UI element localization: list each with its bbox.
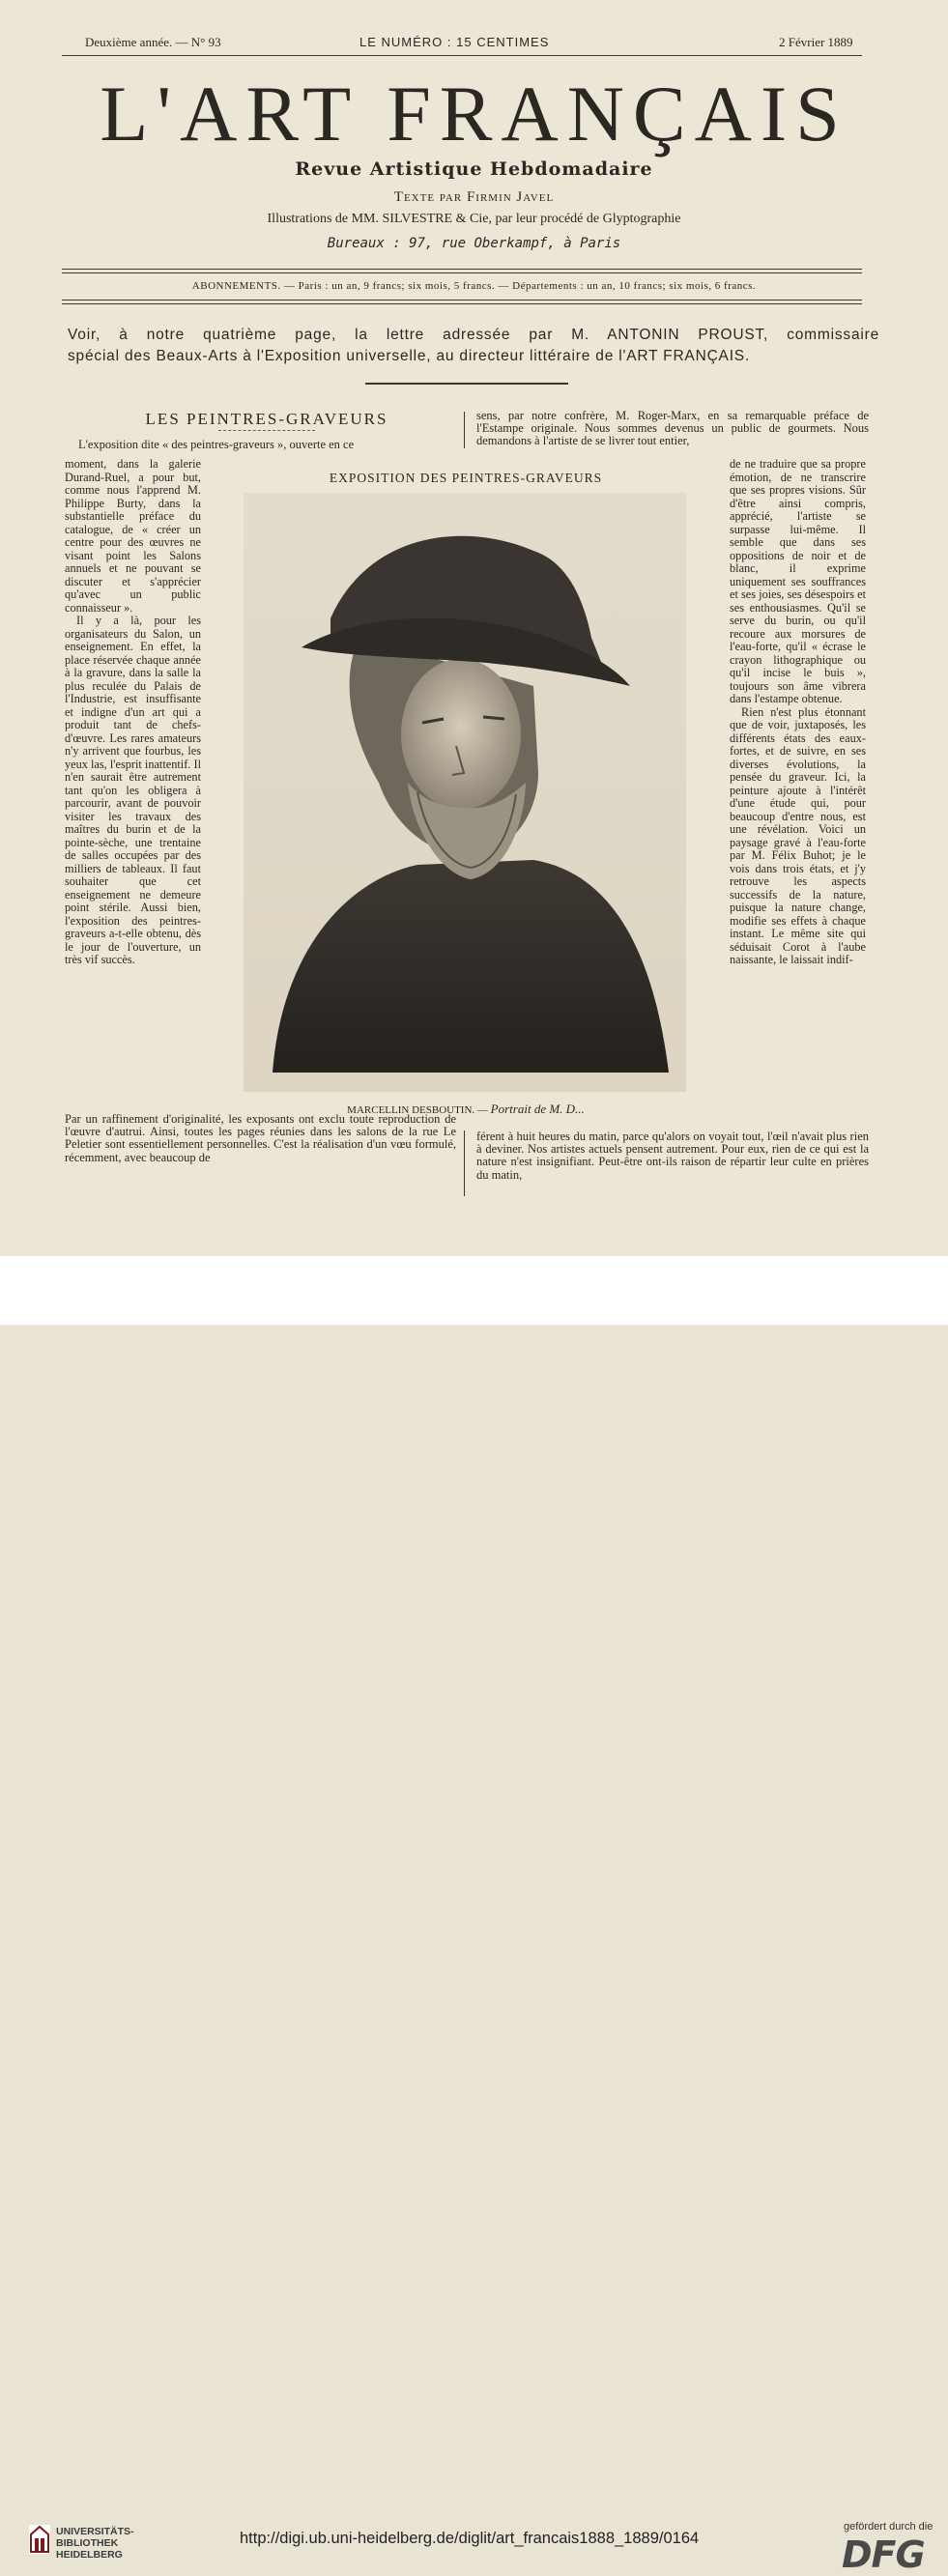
header-rule: [62, 55, 862, 56]
notice-line-1: Voir, à notre quatrième page, la lettre adressée par M. ANTONIN PROUST, commissaire: [68, 327, 879, 343]
left-bottom-paragraph: Par un raffinement d'originalité, les exposants ont exclu toute reproduction de l'œuvre d'autrui. Ainsi, toutes les pages réunies dans les salons de la rue Le Peletier sont essentiellement personnelles. C'est la réalisation d'un vœu formulé, récemment, avec beaucoup de: [65, 1112, 456, 1164]
notice-text: [68, 325, 879, 367]
section-divider: [365, 383, 568, 385]
column-rule-top: [464, 412, 465, 448]
masthead-illustrations: Illustrations de MM. SILVESTRE & Cie, par leur procédé de Glyptographie: [267, 212, 681, 226]
issue-number: Deuxième année. — N° 93: [85, 35, 221, 49]
heading-ornament: [218, 430, 315, 431]
intro-line: L'exposition dite « des peintres-graveurs », ouverte en ce: [78, 438, 355, 451]
portrait-illustration: [244, 493, 686, 1092]
right-paragraph-2: Rien n'est plus étonnant que de voir, juxtaposés, les différents états des eaux-fortes, et de suivre, en ses diverses évolutions, la pensée du graveur. Ici, la peinture ajoute à l'intérêt d'une étude qui, pour beaucoup d'entre nous, est une révélation. Voici un paysage gravé à l'eau-forte par M. Félix Buhot; je le vois dans trois états, et j'y retrouve les aspects successifs de la nature, puisque la nature change, modifie ses effets à chaque instant. Le même site qui séduisait Corot à l'aube naissante, le laissait indif-: [730, 704, 866, 966]
masthead-title: L'ART FRANÇAIS: [100, 70, 848, 157]
rule-bottom-1: [62, 300, 862, 301]
left-narrow-column: [65, 458, 201, 967]
library-logo-icon: [29, 2525, 50, 2554]
illustration-caption: [244, 1102, 688, 1117]
issue-price: LE NUMÉRO : 15 CENTIMES: [359, 35, 550, 49]
dfg-logo: DFG: [842, 2533, 925, 2576]
left-paragraph-2: Il y a là, pour les organisateurs du Salon, un enseignement. En effet, la place réservée chaque année à la gravure, dans la salle la plus reculée du Palais de l'Industrie, est insuffisante et indigne d'un art qui a produit tant de chefs-d'œuvre. Les rares amateurs n'y arrivent que fourbus, les yeux las, l'esprit inattentif. Il n'en saurait être autrement tant qu'on les obligera à parcourir, avant de pouvoir visiter les travaux des maîtres du burin et de la pointe-sèche, une trentaine de salles occupées par des milliers de tableaux. Il faut souhaiter que cet enseignement ne demeure point stérile. Aussi bien, l'exposition des peintres-graveurs a-t-elle obtenu, dès le jour de l'ouverture, un très vif succès.: [65, 614, 201, 966]
notice-line-2: spécial des Beaux-Arts à l'Exposition universelle, au directeur littéraire de l'ART FRANÇAIS.: [68, 348, 751, 364]
masthead-texte: Texte par Firmin Javel: [393, 189, 555, 205]
rule-bottom-2: [62, 303, 862, 304]
caption-separator: —: [476, 1104, 488, 1116]
right-bottom-paragraph: férent à huit heures du matin, parce qu'alors on voyait tout, l'œil n'avait plus rien à deviner. Nos artistes actuels pensent autrement. Pour eux, rien de ce qui est la nature n'est insignifiant. Peut-être ont-ils raison de répartir leur culte en prières du matin,: [476, 1130, 869, 1182]
column-rule-bottom: [464, 1131, 465, 1196]
masthead-subtitle: Revue Artistique Hebdomadaire: [295, 158, 653, 180]
portrait-engraving: [244, 493, 686, 1092]
article-heading: LES PEINTRES-GRAVEURS: [145, 410, 388, 428]
right-narrow-column: [730, 458, 866, 967]
left-paragraph-1: moment, dans la galerie Durand-Ruel, a pour but, comme nous l'apprend M. Philippe Burty, dans la substantielle préface du catalogue, de « créer un centre pour des œuvres ne visant point les Salons annuels et ne pouvant se discuter et s'apprécier qu'avec un public connaisseur ».: [65, 457, 201, 615]
library-line-2: BIBLIOTHEK: [56, 2537, 119, 2549]
library-line-1: UNIVERSITÄTS-: [56, 2526, 134, 2537]
viewer-footer: [0, 1256, 948, 2576]
library-name: [56, 2526, 134, 2561]
right-top-paragraph: sens, par notre confrère, M. Roger-Marx, en sa remarquable préface de l'Estampe originale. Nous sommes devenus un public de gourmets. Nous demandons à l'artiste de se livrer tout entier,: [476, 409, 869, 448]
source-url[interactable]: http://digi.ub.uni-heidelberg.de/diglit/art_francais1888_1889/0164: [240, 2530, 700, 2547]
masthead-bureaux: Bureaux : 97, rue Oberkampf, à Paris: [327, 236, 621, 251]
article-intro: [65, 439, 456, 451]
subscription-rates: ABONNEMENTS. — Paris : un an, 9 francs; six mois, 5 francs. — Départements : un an, 10 francs; six mois, 6 francs.: [191, 280, 757, 292]
caption-title: Portrait de M. D...: [490, 1102, 585, 1116]
funding-note: gefördert durch die: [844, 2521, 934, 2533]
newspaper-page: [0, 0, 948, 1256]
library-line-3: HEIDELBERG: [56, 2549, 123, 2561]
issue-date: 2 Février 1889: [779, 35, 853, 49]
rule-top-1: [62, 269, 862, 270]
caption-artist: MARCELLIN DESBOUTIN.: [347, 1104, 475, 1116]
right-paragraph-1: de ne traduire que sa propre émotion, de ne transcrire que ses propres visions. Sûr d'être ainsi compris, apprécié, l'artiste se surpasse lui-même. Il semble que dans ses oppositions de noir et de blanc, il exprime uniquement ses souffrances et ses joies, ses désespoirs et ses enthousiasmes. Qu'il se serve du burin, ou qu'il recoure aux morsures de l'eau-forte, qu'il « écrase le crayon lithographique ou qu'il incise le buis », toujours son âme vibrera dans l'estampe obtenue.: [730, 457, 866, 705]
rule-top-2: [62, 272, 862, 273]
illustration-label: EXPOSITION DES PEINTRES-GRAVEURS: [329, 471, 603, 485]
